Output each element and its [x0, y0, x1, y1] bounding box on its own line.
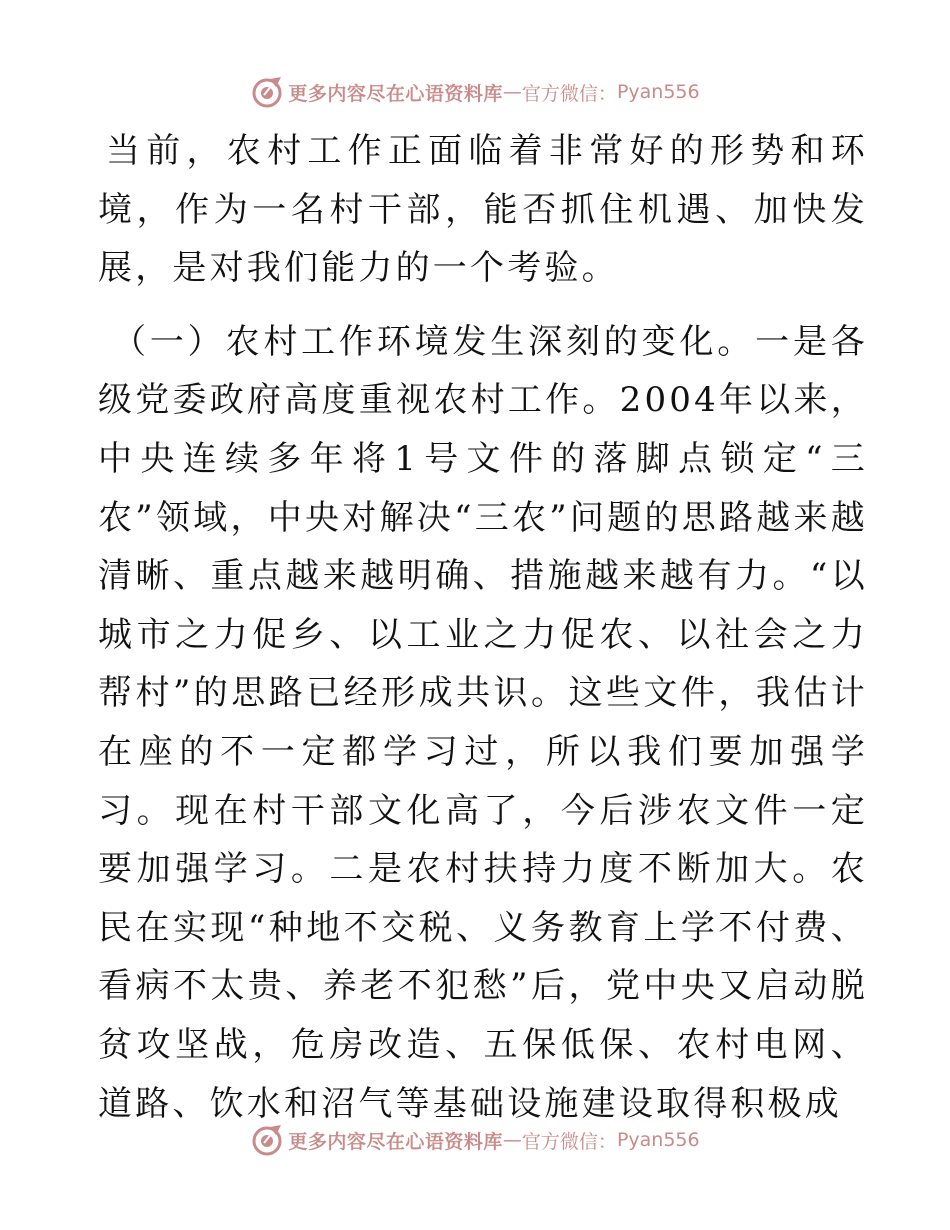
footer-separator: — [502, 1129, 522, 1151]
quill-seal-icon [250, 75, 284, 109]
paragraph-section-one: （一）农村工作环境发生深刻的变化。一是各级党委政府高度重视农村工作。2004年以来，中央连续多年将1号文件的落脚点锁定“三农”领域，中央对解决“三农”问题的思路越来越清晰、重点越来越明确、措施越来越有力。“以城市之力促乡、以工业之力促农、以社会之力帮村”的思路已经形成共识。这些文件，我估计在座的不一定都学习过，所以我们要加强学习。现在村干部文化高了，今后涉农文件一定要加强学习。二是农村扶持力度不断加大。农民在实现“种地不交税、义务教育上学不付费、看病不太贵、养老不犯愁”后，党中央又启动脱贫攻坚战，危房改造、五保低保、农村电网、道路、饮水和沼气等基础设施建设取得积极成 [98, 321, 868, 1124]
footer-brand-text: 更多内容尽在心语资料库 [288, 1130, 503, 1153]
footer-wechat-id: Pyan556 [616, 1129, 700, 1151]
paragraph-intro: 当前，农村工作正面临着非常好的形势和环境，作为一名村干部，能否抓住机遇、加快发展，是对我们能力的一个考验。 [98, 131, 868, 289]
footer-banner [0, 1120, 950, 1160]
quill-seal-icon [250, 1123, 284, 1157]
document-body [98, 122, 868, 1133]
banner-wechat-id: Pyan556 [616, 81, 700, 103]
banner-separator: — [502, 81, 522, 103]
header-banner [0, 72, 950, 112]
banner-official-label: 官方微信： [521, 82, 617, 105]
footer-official-label: 官方微信： [521, 1130, 617, 1153]
banner-brand-text: 更多内容尽在心语资料库 [288, 82, 503, 105]
